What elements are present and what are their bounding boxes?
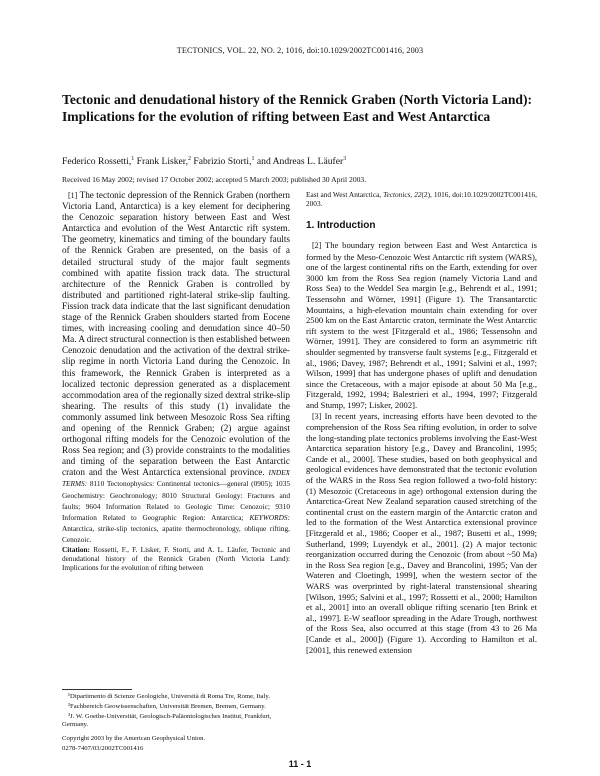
- paragraph-text: In recent years, increasing efforts have been devoted to the comprehension of the Ross Sea rifting evolution, in order to solve the long-standing plate tectonics problems involving the East-West Antarctica separation history [e.g., Davey and Brancolini, 1995; Cande et al., 2000]. These studies, based on both geophysical and geological evidences have demonstrated that the tectonic evolution of the WARS in the Ross Sea region followed a two-fold history: (1) Mesozoic (Cretaceous in age) orthogonal extension during the Antarctica-Great New Zealand separation caused stretching of the continental crust on the eastern margin of the Antarctic craton and led to the formation of the West Antarctica extensional province [Fitzgerald et al., 1986; Cooper et al., 1987; Busetti et al., 1999; Sutherland, 1999; Luyendyk et al., 2001]. (2) A major tectonic reorganization occurred during the Cenozoic (from about ~50 Ma) in the Ross Sea region [e.g., Davey and Brancolini, 1995; Van der Wateren and Cloetingh, 1999], when the western sector of the WARS was overprinted by right-lateral transtensional shearing [Wilson, 1995; Salvini et al., 1997; Rossetti et al., 2000; Hamilton et al., 2001] into an overall oblique rifting scenario [ten Brink et al., 1997]. E-W seafloor spreading in the Adare Trough, northwest of the Ross Sea, also occurred at this stage (from 43 to 26 Ma [Cande et al., 2000]) (Figure 1). According to Hamilton et al. [2001], this renewed extension: [306, 410, 537, 655]
- received-dates: Received 16 May 2002; revised 17 October 2002; accepted 5 March 2003; published 30 April 2003.: [62, 175, 367, 184]
- section-heading: 1. Introduction: [306, 220, 376, 232]
- footnotes: [62, 689, 290, 755]
- footnote: ²Fachbereich Geowissenschaften, Universität Bremen, Bremen, Germany.: [68, 703, 266, 710]
- running-head: TECTONICS, VOL. 22, NO. 2, 1016, doi:10.1029/2002TC001416, 2003: [176, 46, 424, 55]
- paragraph-text: The boundary region between East and West Antarctica is formed by the Meso-Cenozoic West Antarctic rift system (WARS), one of the largest continental rifts on the Earth, extending for over 3000 km from the Ross Sea region (namely Victoria Land and Ross Sea) to the Weddel Sea margin [e.g., Behrendt et al., 1991; Tessensohn and Wörner, 1991] (Figure 1). The Transantarctic Mountains, a high-elevation mountain chain extending for over 2500 km on the East Antarctic craton, terminate the West Antarctic rift system to the west [Fitzgerald et al., 1986; Tessensohn and Wörner, 1991]. They are considered to form an asymmetric rift shoulder segmented by transverse fault systems [e.g., Fitzgerald et al., 1986; Davey, 1987; Behrendt et al., 1991; Salvini et al., 1997; Wilson, 1999] that has undergone phases of uplift and denudation since the Cretaceous, with a major episode at about 50 Ma [e.g., Fitzgerald, 1992, 1994; Balestrieri et al., 1994, 1997; Fitzgerald and Stump, 1997; Lisker, 2002].: [306, 240, 537, 410]
- paragraph-number: [2]: [312, 241, 322, 250]
- article-title: Tectonic and denudational history of the Rennick Graben (North Victoria Land): Implications for the evolution of rifting between East and West Antarctica: [62, 92, 533, 124]
- abstract-text: The tectonic depression of the Rennick Graben (northern Victoria Land, Antarctica) is a key element for deciphering the Cenozoic separation history between East and West Antarctica and evolution of the West Antarctic rift system. The geometry, kinematics and timing of the boundary faults of the Rennick Graben are presented, on the basis of a detailed structural study of the major fault segments combined with apatite fission track data. The structural architecture of the Rennick Graben is controlled by distributed and partitioned right-lateral strike-slip faulting. Fission track data indicate that the last significant denudation stage of the Rennick Graben shoulders started from Eocene times, with increasing cooling and denudation since 40–50 Ma. A direct structural connection is then established between Cenozoic denudation and the activation of the dextral strike-slip regime in north Victoria Land during the Cenozoic. In this framework, the Rennick Graben is interpreted as a localized tectonic depression generated as a displacement accommodation area of the regionally sized dextral strike-slip shearing. The results of this study (1) invalidate the commonly assumed link between Mesozoic Ross Sea rifting and opening of the Rennick Graben; (2) argue against orthogonal rifting models for the Cenozoic evolution of the Ross Sea region; and (3) provide constraints to the modalities and timing of the separation between the East Antarctic craton and the West Antarctica extensional province.: [62, 190, 290, 478]
- author-name: Fabrizio Storti,: [190, 156, 252, 168]
- footnote-divider: [62, 689, 132, 690]
- body-paragraph: [306, 411, 537, 656]
- paragraph-number: [3]: [312, 411, 322, 421]
- citation-text: Rossetti, F., F. Lisker, F. Storti, and A. L. Läufer, Tectonic and denudational history of the Rennick Graben (North Victoria Land): Implications for the evolution of rifting between: [62, 545, 290, 573]
- author-name: Frank Lisker,: [134, 156, 188, 168]
- page-number: 11 - 1: [288, 759, 312, 769]
- right-column: [306, 190, 537, 655]
- citation-label: Citation:: [62, 545, 90, 554]
- author-list: [62, 156, 542, 167]
- author-name: and Andreas L. Läufer: [254, 156, 344, 168]
- index-terms: 8110 Tectonophysics: Continental tectonics—general (0905); 1035 Geochemistry: Geochronology; 8010 Structural Geology: Fractures and faults; 9604 Information Related to Geologic Time: Cenozoic; 9310 Information Related to Geographic Region: Antarctica;: [62, 479, 290, 522]
- citation-continued: East and West Antarctica, Tectonics, 22(2), 1016, doi:10.1029/2002TC001416, 2003.: [306, 190, 537, 209]
- issn-line: 0278-7407/03/2002TC001416: [62, 745, 144, 752]
- affiliation-marker: 1: [131, 156, 135, 162]
- keywords: Antarctica, strike-slip tectonics, apatite thermochronology, oblique rifting, Cenozoic.: [62, 523, 290, 544]
- footnote: ¹Dipartimento di Scienze Geologiche, Università di Roma Tre, Rome, Italy.: [68, 693, 270, 700]
- affiliation-marker: 1: [251, 156, 255, 162]
- body-paragraph: [306, 240, 537, 411]
- index-terms-label: INDEX TERMS:: [62, 468, 291, 489]
- affiliation-marker: 2: [187, 156, 191, 162]
- citation-paragraph: [62, 545, 290, 573]
- footnote: ³J. W. Goethe-Universität, Geologisch-Paläontologisches Institut, Frankfurt, Germany.: [62, 713, 272, 728]
- affiliation-marker: 3: [343, 156, 347, 162]
- copyright-line: Copyright 2003 by the American Geophysical Union.: [62, 735, 206, 742]
- left-column: [62, 190, 290, 573]
- keywords-label: KEYWORDS:: [243, 512, 290, 522]
- paragraph-number: [1]: [68, 191, 78, 200]
- author-name: Federico Rossetti,: [62, 156, 132, 168]
- abstract-paragraph: [62, 190, 290, 545]
